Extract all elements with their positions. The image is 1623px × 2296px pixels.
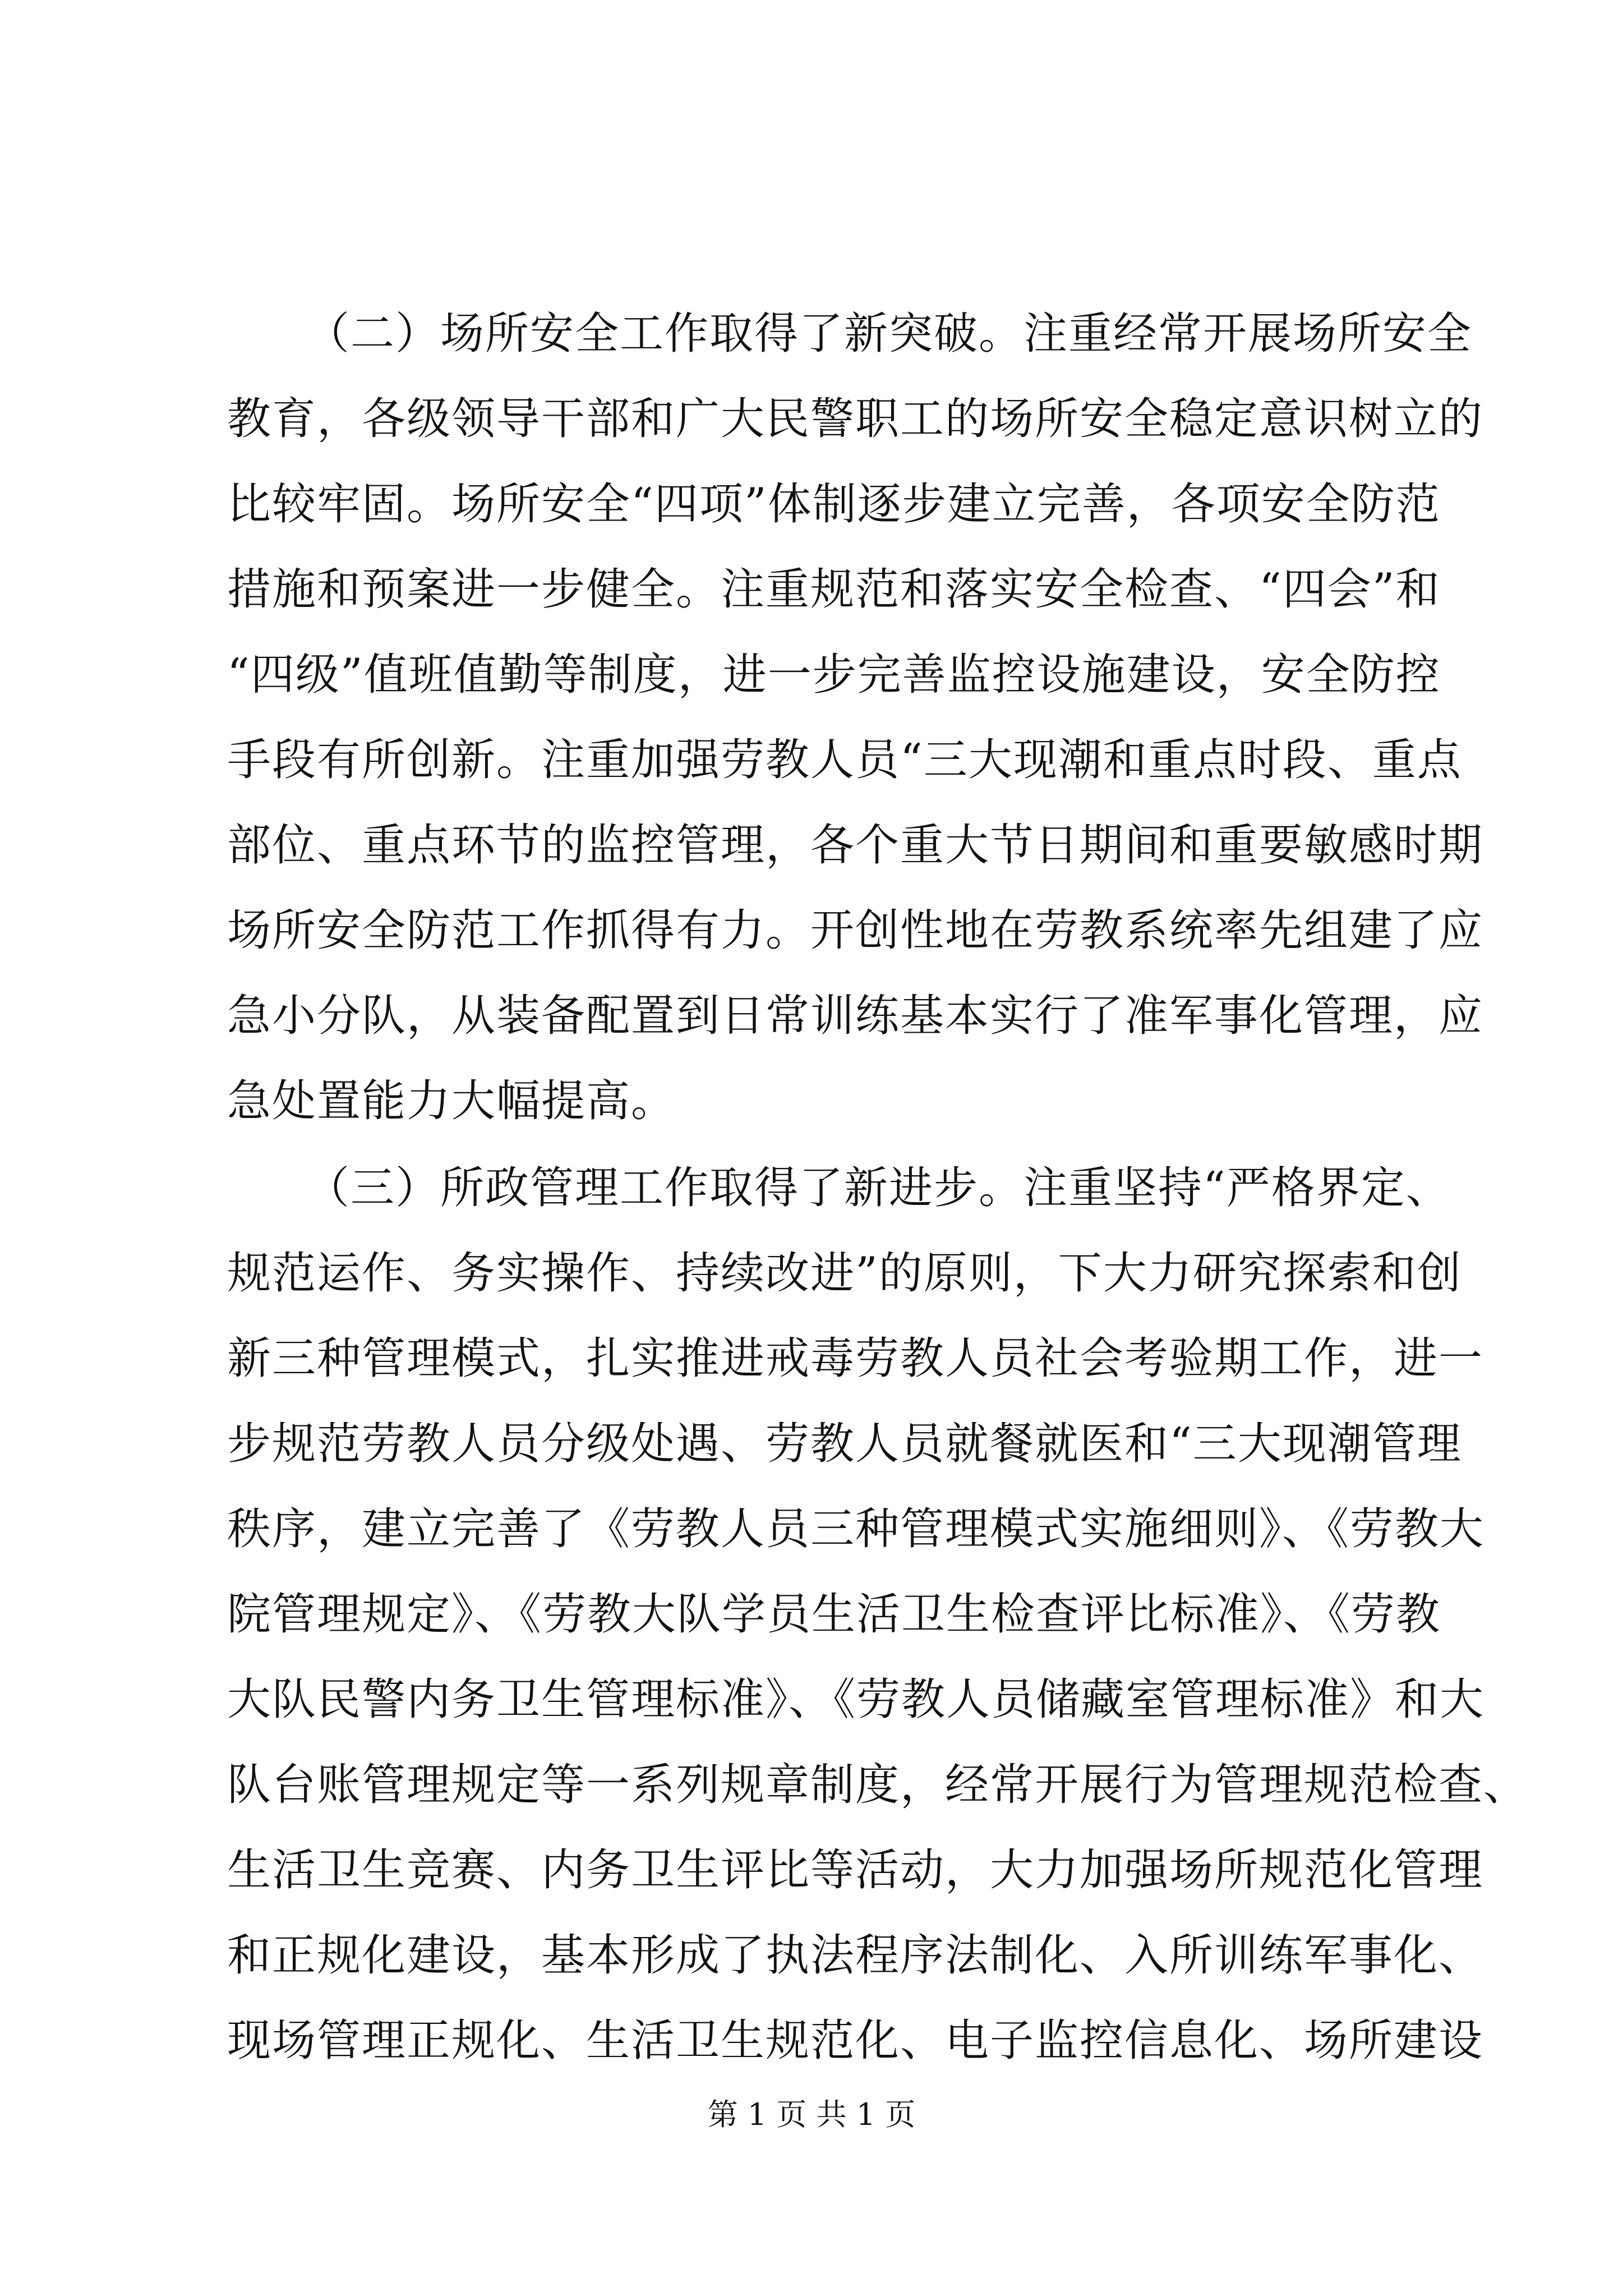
paragraph-line: 场所安全防范工作抓得有力。开创性地在劳教系统率先组建了应 bbox=[227, 905, 1484, 956]
paragraph-line: 队台账管理规定等一系列规章制度，经常开展行为管理规范检查、 bbox=[227, 1760, 1529, 1810]
paragraph-line: 部位、重点环节的监控管理，各个重大节日期间和重要敏感时期 bbox=[227, 820, 1484, 871]
paragraph-line: 院管理规定》、《劳教大队学员生活卫生检查评比标准》、《劳教 bbox=[227, 1589, 1441, 1640]
paragraph-line: 比较牢固。场所安全“四项”体制逐步建立完善，各项安全防范 bbox=[227, 479, 1441, 530]
paragraph-line: 秩序，建立完善了《劳教人员三种管理模式实施细则》、《劳教大 bbox=[227, 1504, 1485, 1554]
paragraph-line: 现场管理正规化、生活卫生规范化、电子监控信息化、场所建设 bbox=[227, 2016, 1484, 2066]
paragraph-line: 急小分队，从装备配置到日常训练基本实行了准军事化管理，应 bbox=[227, 991, 1484, 1041]
paragraph-line: 教育，各级领导干部和广大民警职工的场所安全稳定意识树立的 bbox=[227, 394, 1484, 444]
paragraph-line: 大队民警内务卫生管理标准》、《劳教人员储藏室管理标准》和大 bbox=[227, 1674, 1485, 1725]
paragraph-line: （三）所政管理工作取得了新进步。注重坚持“严格界定、 bbox=[306, 1163, 1451, 1213]
paragraph-line: “四级”值班值勤等制度，进一步完善监控设施建设，安全防控 bbox=[227, 650, 1441, 700]
paragraph-line: （二）场所安全工作取得了新突破。注重经常开展场所安全 bbox=[306, 309, 1473, 359]
paragraph-line: 急处置能力大幅提高。 bbox=[227, 1076, 676, 1126]
page-number-footer: 第 1 页 共 1 页 bbox=[707, 2097, 916, 2132]
paragraph-line: 手段有所创新。注重加强劳教人员“三大现潮和重点时段、重点 bbox=[227, 735, 1462, 785]
paragraph-line: 生活卫生竞赛、内务卫生评比等活动，大力加强场所规范化管理 bbox=[227, 1845, 1484, 1895]
paragraph-line: 和正规化建设，基本形成了执法程序法制化、入所训练军事化、 bbox=[227, 1930, 1484, 1981]
paragraph-line: 规范运作、务实操作、持续改进”的原则，下大力研究探索和创 bbox=[227, 1248, 1462, 1299]
paragraph-line: 新三种管理模式，扎实推进戒毒劳教人员社会考验期工作，进一 bbox=[227, 1333, 1484, 1384]
paragraph-line: 步规范劳教人员分级处遇、劳教人员就餐就医和“三大现潮管理 bbox=[227, 1419, 1462, 1469]
paragraph-line: 措施和预案进一步健全。注重规范和落实安全检查、“四会”和 bbox=[227, 564, 1441, 615]
